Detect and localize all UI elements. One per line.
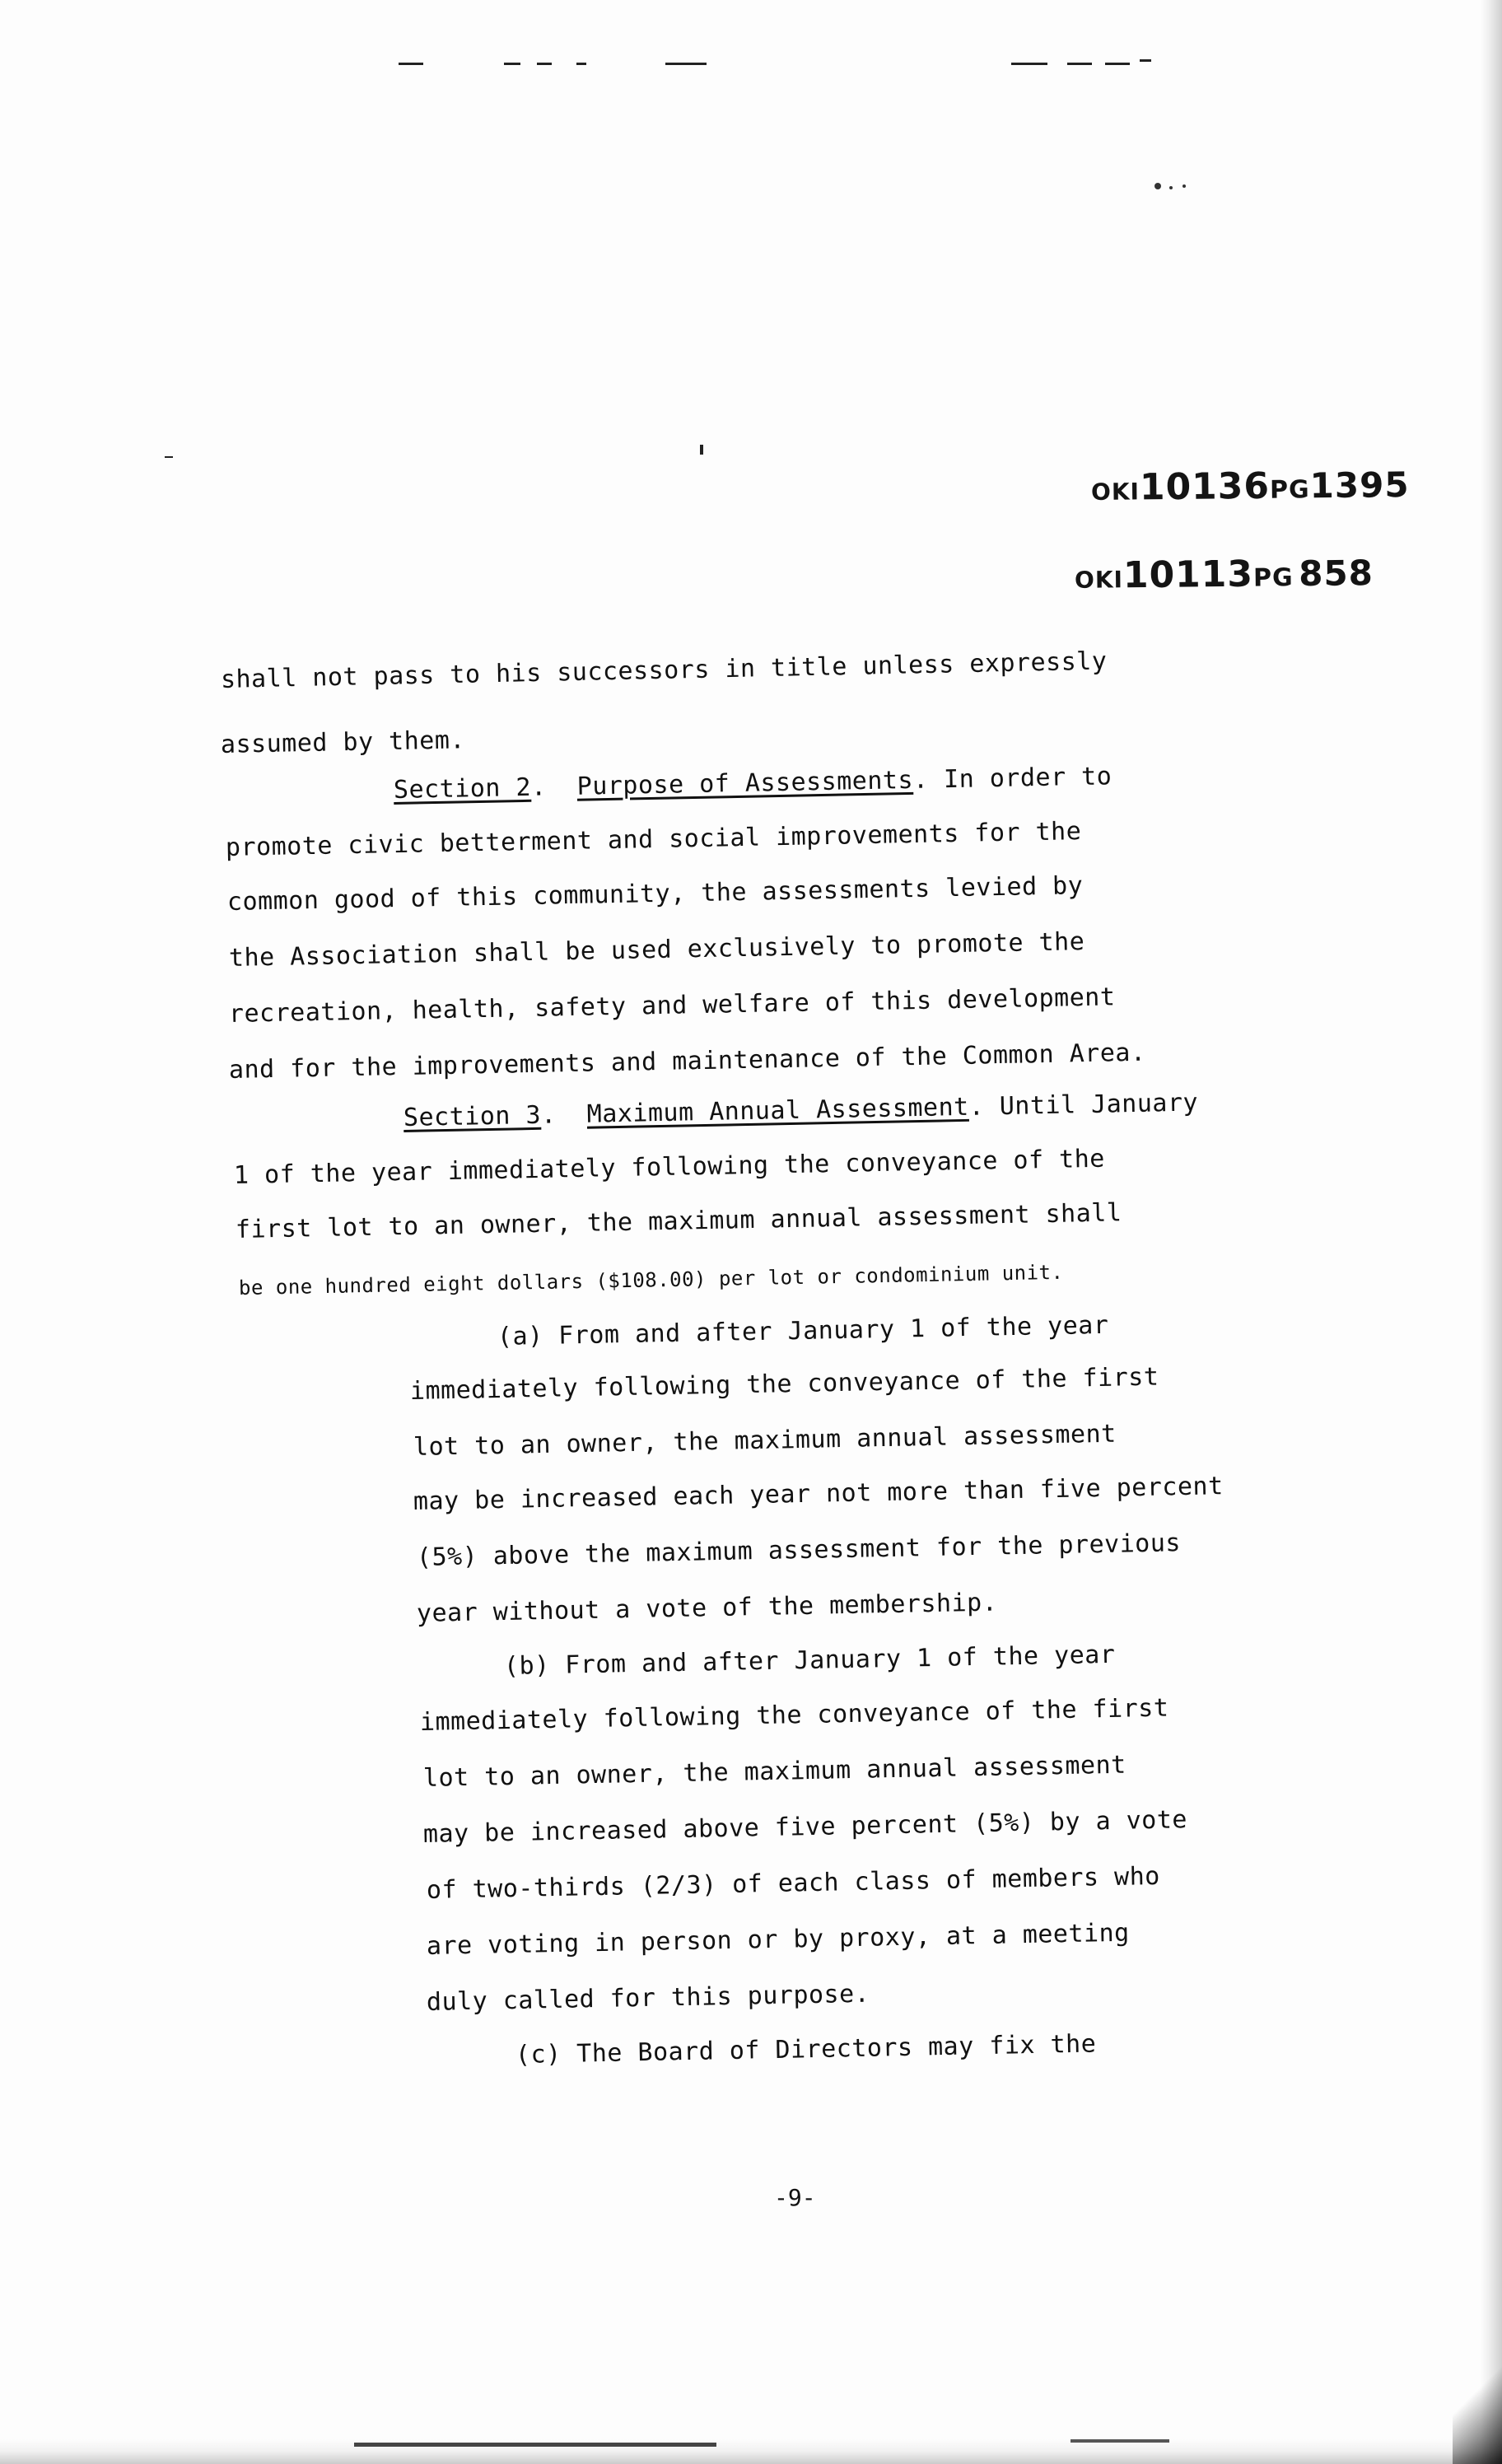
stamp-page-mark: PG (1269, 475, 1310, 505)
stamp-prefix: OKI (1090, 478, 1140, 506)
stamp-prefix: OKI (1074, 566, 1124, 594)
recording-stamp-secondary (1075, 552, 1374, 597)
subsection-b-line: are voting in person or by proxy, at a meeting (426, 1918, 1131, 1961)
stamp-page-mark: PG (1252, 563, 1294, 593)
body-line: be one hundred eight dollars ($108.00) per lot or condominium unit. (238, 1260, 1064, 1300)
subsection-a-line: year without a vote of the membership. (416, 1588, 998, 1628)
subsection-c-line: (c) The Board of Directors may fix the (515, 2029, 1097, 2070)
scan-speck (1169, 186, 1173, 189)
section-3-title: Maximum Annual Assessment (586, 1092, 969, 1129)
stamp-page-number: 1395 (1309, 464, 1410, 506)
subsection-a-line: may be increased each year not more than five percent (413, 1472, 1224, 1516)
scan-mark (1105, 63, 1130, 65)
scan-mark (399, 63, 423, 65)
body-line: shall not pass to his successors in title unless expressly (220, 646, 1108, 694)
subsection-b-line: of two-thirds (2/3) of each class of members who (426, 1861, 1161, 1905)
recording-stamp-primary (1091, 464, 1410, 509)
scan-mark (576, 63, 586, 65)
page-number: -9- (774, 2184, 816, 2211)
scan-mark (700, 445, 703, 455)
section-3-rest: . Until January (968, 1088, 1199, 1122)
section-3-heading (403, 1088, 1199, 1133)
section-2-rest: . In order to (912, 762, 1113, 795)
section-2-title: Purpose of Assessments (576, 765, 914, 801)
body-line: assumed by them. (220, 726, 466, 759)
body-line: and for the improvements and maintenance of the Common Area. (228, 1038, 1146, 1085)
subsection-a-line: (a) From and after January 1 of the year (497, 1310, 1109, 1351)
section-2-label: Section 2 (393, 772, 532, 805)
subsection-b-line: (b) From and after January 1 of the year (503, 1640, 1116, 1681)
scan-edge-bottom (0, 2439, 1502, 2464)
subsection-b-line: immediately following the conveyance of the first (419, 1693, 1169, 1737)
scan-mark (504, 63, 520, 65)
body-line: first lot to an owner, the maximum annual assessment shall (235, 1198, 1122, 1244)
body-line: promote civic betterment and social improvements for the (225, 817, 1082, 862)
scan-speck (1154, 183, 1161, 189)
scan-mark (1067, 63, 1092, 65)
stamp-book-number: 10113 (1122, 553, 1254, 597)
scan-mark (1071, 2439, 1169, 2443)
scan-mark (665, 63, 707, 65)
body-line: 1 of the year immediately following the conveyance of the (233, 1144, 1106, 1190)
subsection-a-line: lot to an owner, the maximum annual assessment (413, 1419, 1117, 1462)
section-3-separator: . (540, 1100, 557, 1130)
section-3-label: Section 3 (403, 1100, 542, 1132)
subsection-b-line: duly called for this purpose. (426, 1979, 870, 2017)
subsection-a-line: (5%) above the maximum assessment for the previous (416, 1528, 1182, 1572)
scan-mark (354, 2443, 716, 2447)
scan-edge-right (1481, 0, 1502, 2464)
scan-corner-shadow (1453, 2349, 1502, 2464)
section-2-heading (394, 762, 1113, 805)
section-2-separator: . (530, 772, 547, 802)
subsection-a-line: immediately following the conveyance of the first (409, 1362, 1159, 1406)
scan-mark (165, 456, 173, 458)
subsection-b-line: may be increased above five percent (5%) by a vote (422, 1805, 1188, 1849)
scan-mark (537, 63, 552, 65)
subsection-b-line: lot to an owner, the maximum annual assessment (422, 1750, 1127, 1793)
scan-mark (1011, 63, 1047, 65)
scan-mark (1140, 59, 1151, 62)
body-line: common good of this community, the assessments levied by (226, 871, 1084, 917)
stamp-book-number: 10136 (1139, 464, 1271, 509)
body-line: recreation, health, safety and welfare of this development (228, 982, 1116, 1029)
stamp-page-number: 858 (1298, 553, 1374, 595)
scan-speck (1182, 184, 1186, 188)
body-line: the Association shall be used exclusively to promote the (228, 927, 1085, 973)
